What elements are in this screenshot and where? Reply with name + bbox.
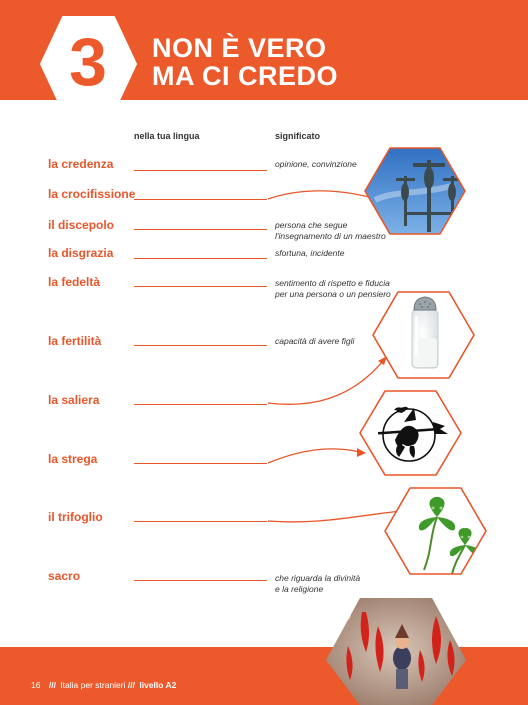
definition-disgrazia: sfortuna, incidente bbox=[275, 248, 345, 258]
vocab-word-credenza: la credenza bbox=[48, 157, 114, 171]
chapter-number: 3 bbox=[69, 24, 107, 100]
footer-slashes-1: /// bbox=[48, 680, 56, 690]
column-header-translation: nella tua lingua bbox=[134, 131, 200, 141]
vocab-word-saliera: la saliera bbox=[48, 393, 100, 407]
vocab-word-strega: la strega bbox=[48, 452, 98, 466]
chili-horn-image bbox=[320, 595, 470, 705]
footer-level: livello A2 bbox=[139, 680, 177, 690]
definition-discepolo: persona che segue l'insegnamento di un maestro bbox=[275, 220, 386, 241]
definition-sacro: che riguarda la divinità e la religione bbox=[275, 573, 361, 594]
vocab-word-disgrazia: la disgrazia bbox=[48, 246, 114, 260]
column-header-meaning: significato bbox=[275, 131, 321, 141]
crucifix-image bbox=[360, 145, 470, 237]
footer-text bbox=[31, 680, 176, 690]
connector-arrows bbox=[268, 191, 402, 522]
page-number: 16 bbox=[31, 680, 41, 690]
definition-fertilita: capacità di avere figli bbox=[275, 336, 355, 346]
definition-credenza: opinione, convinzione bbox=[275, 159, 357, 169]
clover-image bbox=[385, 488, 486, 574]
vocab-word-crocifissione: la crocifissione bbox=[48, 187, 136, 201]
footer-slashes-2: /// bbox=[127, 680, 135, 690]
chapter-title-line-1: NON È VERO bbox=[152, 33, 327, 63]
salt-shaker-image bbox=[373, 292, 474, 378]
chapter-title-line-2: MA CI CREDO bbox=[152, 61, 338, 91]
vocab-word-fertilita: la fertilità bbox=[48, 334, 102, 348]
witch-image bbox=[360, 391, 461, 475]
definition-fedelta: sentimento di rispetto e fiducia per una persona o un pensiero bbox=[275, 278, 391, 299]
vocab-word-trifoglio: il trifoglio bbox=[48, 510, 103, 524]
vocab-word-sacro: sacro bbox=[48, 569, 81, 583]
vocab-word-fedelta: la fedeltà bbox=[48, 275, 101, 289]
vocab-word-discepolo: il discepolo bbox=[48, 218, 115, 232]
footer-book-title: Italia per stranieri bbox=[60, 680, 126, 690]
